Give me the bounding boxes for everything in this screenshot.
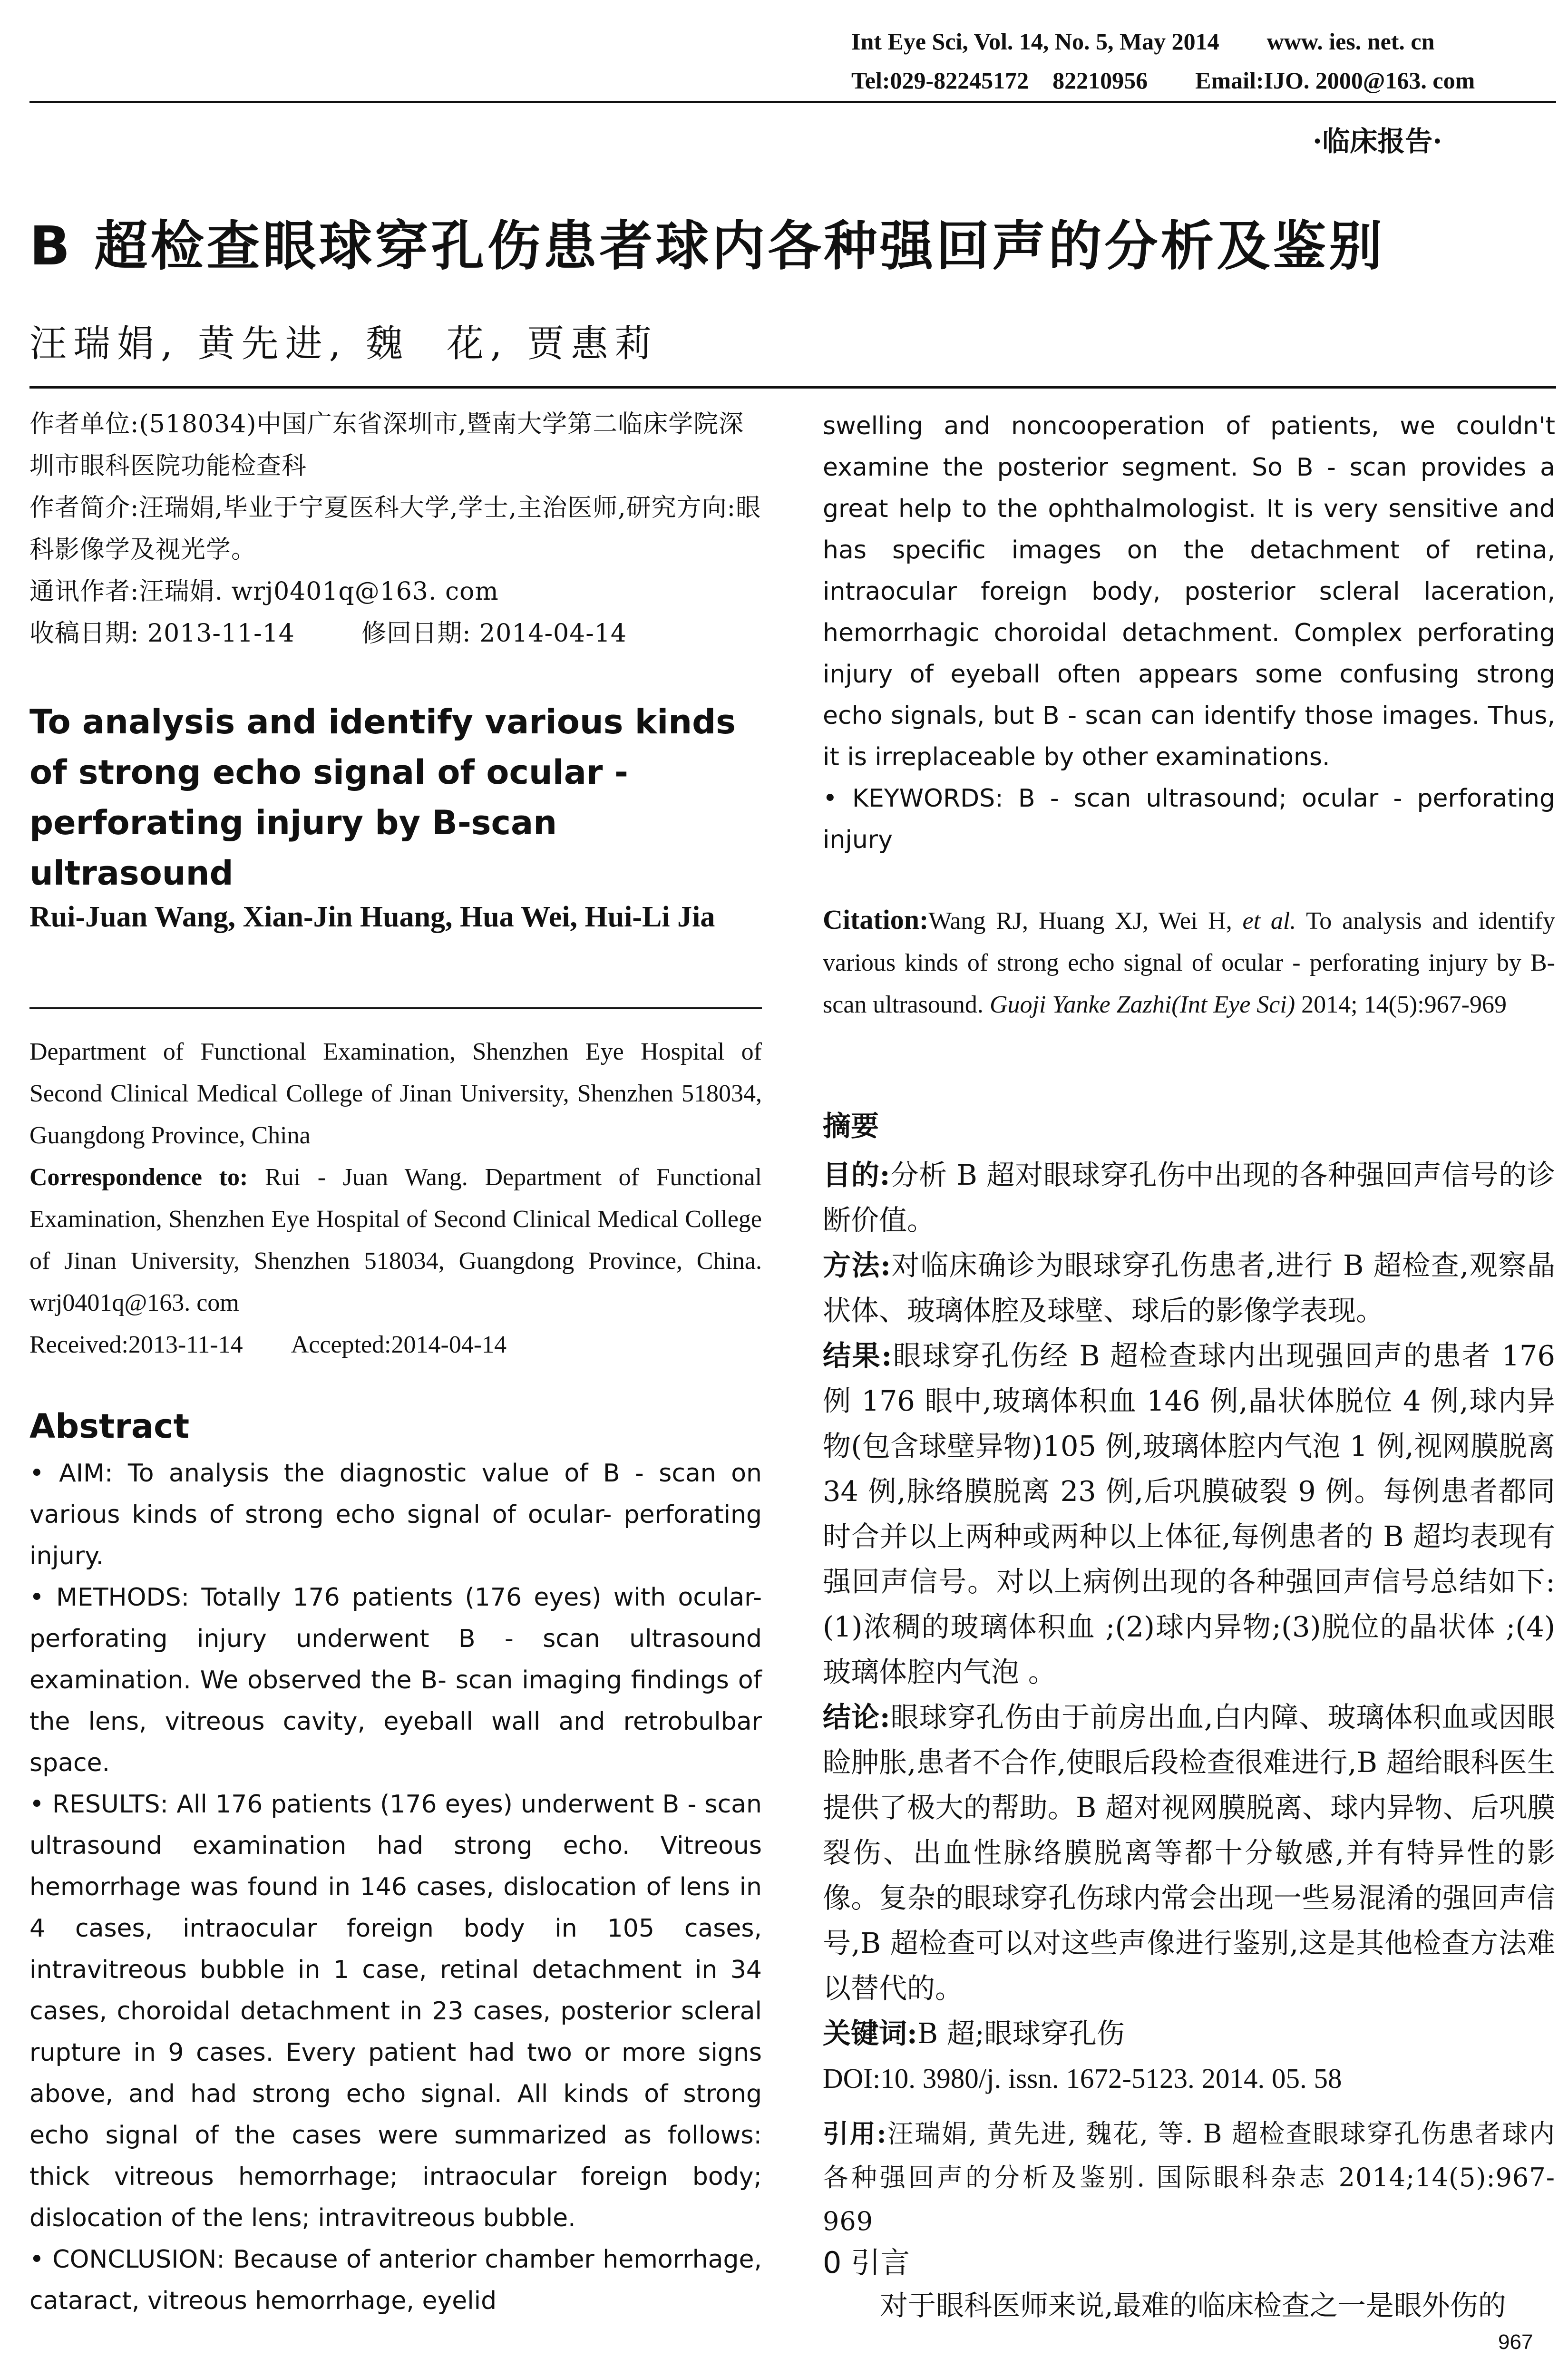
cn-abstract <box>823 1103 1555 2101</box>
abstract-aim: • AIM: To analysis the diagnostic value of B - scan on various kinds of strong echo signal of ocular- perforating injury. <box>29 1459 762 1570</box>
citation-journal: Guoji Yanke Zazhi(Int Eye Sci) <box>989 991 1295 1018</box>
en-affiliation: Department of Functional Examination, Shenzhen Eye Hospital of Second Clinical Medical College of Jinan University, Shenzhen 518034, Guangdong Province, China <box>29 1038 762 1149</box>
dates-cn: 收稿日期: 2013-11-14 修回日期: 2014-04-14 <box>29 619 627 648</box>
abstract-left <box>29 1453 762 2322</box>
en-correspondence <box>29 1157 762 1324</box>
abstract-results: • RESULTS: All 176 patients (176 eyes) underwent B - scan ultrasound examination had strong echo. Vitreous hemorrhage was found in 146 cases, dislocation of lens in 4 cases, intraocular foreign body in 105 cases, intravitreous bubble in 1 case, retinal detachment in 34 cases, choroidal detachment in 23 cases, posterior scleral rupture in 9 cases. Every patient had two or more signs above, and had strong echo signal. All kinds of strong echo signal of the cases were summarized as follows: thick vitreous hemorrhage; intraocular foreign body; dislocation of the lens; intravitreous bubble. <box>29 1790 762 2232</box>
citation-et-al: et al. <box>1242 907 1296 935</box>
abstract-methods: • METHODS: Totally 176 patients (176 eyes) with ocular- perforating injury underwent B - scan ultrasound examination. We observed the B- scan imaging findings of the lens, vitreous cavity, eyeball wall and retrobulbar space. <box>29 1583 762 1777</box>
cn-keywords-label: 关键词: <box>823 2017 917 2050</box>
en-authors-rule <box>29 1007 762 1009</box>
author-intro: 作者简介:汪瑞娟,毕业于宁夏医科大学,学士,主治医师,研究方向:眼科影像学及视光学。 <box>29 494 761 564</box>
page-number: 967 <box>1498 2330 1533 2354</box>
en-authors: Rui-Juan Wang, Xian-Jin Huang, Hua Wei, Hui-Li Jia <box>29 901 715 933</box>
correspondence: 通讯作者:汪瑞娟. wrj0401q@163. com <box>29 577 499 606</box>
cn-methods-label: 方法: <box>823 1249 891 1282</box>
cn-keywords-text: B 超;眼球穿孔伤 <box>917 2017 1125 2050</box>
cn-aim <box>823 1152 1555 1243</box>
cn-methods <box>823 1243 1555 1333</box>
en-correspondence-label: Correspondence to: <box>29 1164 248 1191</box>
intro-first-line: 对于眼科医师来说,最难的临床检查之一是眼外伤的 <box>880 2289 1506 2322</box>
cn-citation <box>823 2112 1555 2243</box>
intro-heading: 0 引言 <box>823 2245 910 2280</box>
citation-title: To analysis and identify various kinds of strong echo signal of ocular - perforating injury by B-scan ultrasound. <box>823 907 1555 1018</box>
abstract-keywords: • KEYWORDS: B - scan ultrasound; ocular - perforating injury <box>823 784 1555 854</box>
cn-keywords <box>823 2011 1555 2056</box>
cn-results <box>823 1333 1555 1695</box>
en-title: To analysis and identify various kinds of strong echo signal of ocular - perforating injury by B-scan ultrasound <box>29 702 736 893</box>
title: B 超检查眼球穿孔伤患者球内各种强回声的分析及鉴别 <box>29 215 1385 277</box>
cn-conclusion-text: 眼球穿孔伤由于前房出血,白内障、玻璃体积血或因眼睑肿胀,患者不合作,使眼后段检查很难进行,B 超给眼科医生提供了极大的帮助。B 超对视网膜脱离、球内异物、后巩膜裂伤、出血性脉络膜脱离等都十分敏感,并有特异性的影像。复杂的眼球穿孔伤球内常会出现一些易混淆的强回声信号,B 超检查可以对这些声像进行鉴别,这是其他检查方法难以替代的。 <box>823 1701 1555 2005</box>
citation-label: Citation: <box>823 904 929 935</box>
citation <box>823 899 1555 1026</box>
title-rule <box>29 386 1556 389</box>
affiliation: 作者单位:(518034)中国广东省深圳市,暨南大学第二临床学院深圳市眼科医院功能检查科 <box>29 410 744 480</box>
cn-abstract-heading: 摘要 <box>823 1110 879 1142</box>
cn-methods-text: 对临床确诊为眼球穿孔伤患者,进行 B 超检查,观察晶状体、玻璃体腔及球壁、球后的影像学表现。 <box>823 1249 1555 1327</box>
header-line2: Tel:029-82245172 82210956 Email:IJO. 2000@163. com <box>851 67 1475 94</box>
doi: DOI:10. 3980/j. issn. 1672-5123. 2014. 05. 58 <box>823 2063 1342 2094</box>
header-line1: Int Eye Sci, Vol. 14, No. 5, May 2014 www. ies. net. cn <box>851 28 1435 55</box>
cn-results-text: 眼球穿孔伤经 B 超检查球内出现强回声的患者 176 例 176 眼中,玻璃体积血 146 例,晶状体脱位 4 例,球内异物(包含球壁异物)105 例,玻璃体腔内气泡 1 例,视网膜脱离 34 例,脉络膜脱离 23 例,后巩膜破裂 9 例。每例患者都同时合并以上两种或两种以上体征,每例患者的 B 超均表现有强回声信号。对以上病例出现的各种强回声信号总结如下:(1)浓稠的玻璃体积血 ;(2)球内异物;(3)脱位的晶状体 ;(4)玻璃体腔内气泡 。 <box>823 1339 1555 1688</box>
abstract-conclusion-cont: swelling and noncooperation of patients, we couldn't examine the posterior segment. So B - scan provides a great help to the ophthalmologist. It is very sensitive and has specific images on the detachment of retina, intraocular foreign body, posterior scleral laceration, hemorrhagic choroidal detachment. Complex perforating injury of eyeball often appears some confusing strong echo signals, but B - scan can identify those images. Thus, it is irreplaceable by other examinations. <box>823 412 1555 771</box>
header-rule <box>29 101 1556 103</box>
en-correspondence-text: Rui - Juan Wang. Department of Functional Examination, Shenzhen Eye Hospital of Second Clinical Medical College of Jinan University, Shenzhen 518034, Guangdong Province, China. wrj0401q@163. com <box>29 1164 762 1316</box>
cn-conclusion-label: 结论: <box>823 1701 890 1734</box>
authors: 汪瑞娟, 黄先进, 魏 花, 贾惠莉 <box>29 322 659 365</box>
cn-aim-label: 目的: <box>823 1159 890 1191</box>
cn-conclusion <box>823 1695 1555 2011</box>
abstract-conclusion-start: • CONCLUSION: Because of anterior chamber hemorrhage, cataract, vitreous hemorrhage, eyelid <box>29 2245 762 2315</box>
abstract-right <box>823 406 1555 861</box>
en-dates: Received:2013-11-14 Accepted:2014-04-14 <box>29 1331 507 1358</box>
abstract-heading: Abstract <box>29 1407 190 1446</box>
cn-citation-text: 汪瑞娟, 黄先进, 魏花, 等. B 超检查眼球穿孔伤患者球内各种强回声的分析及鉴别. 国际眼科杂志 2014;14(5):967-969 <box>823 2119 1555 2236</box>
en-meta <box>29 1031 762 1366</box>
cn-aim-text: 分析 B 超对眼球穿孔伤中出现的各种强回声信号的诊断价值。 <box>823 1159 1555 1237</box>
cn-meta <box>29 403 762 654</box>
cn-citation-label: 引用: <box>823 2118 887 2149</box>
cn-results-label: 结果: <box>823 1339 892 1372</box>
citation-authors: Wang RJ, Huang XJ, Wei H, <box>928 907 1243 935</box>
section-tag: ·临床报告· <box>1313 125 1442 157</box>
citation-volume: 2014; 14(5):967-969 <box>1295 991 1507 1018</box>
